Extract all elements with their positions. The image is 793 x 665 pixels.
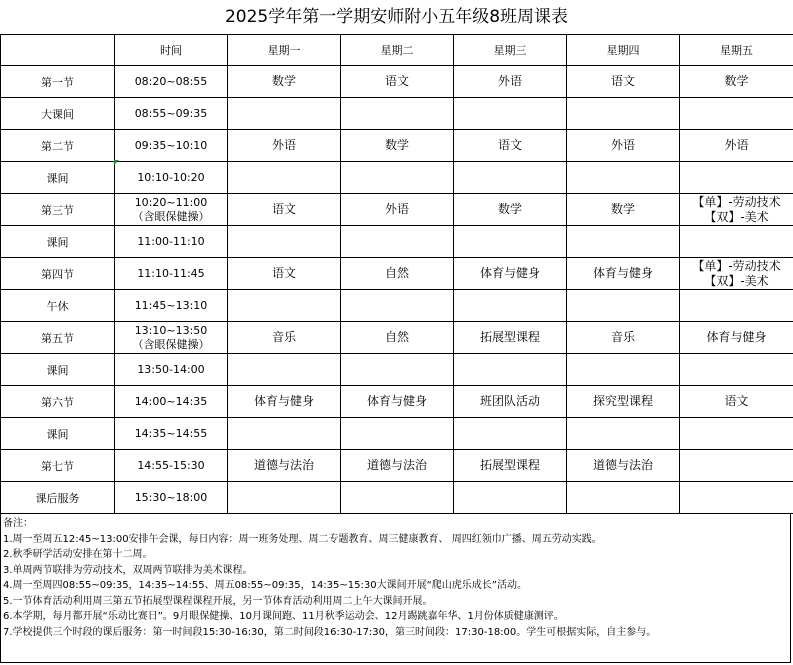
subject-cell[interactable]: [567, 290, 680, 322]
subject-cell[interactable]: 体育与健身: [228, 386, 341, 418]
subject-cell[interactable]: [341, 418, 454, 450]
day-header: 星期四: [567, 35, 680, 66]
period-time: [115, 98, 228, 130]
period-row: [1, 258, 793, 290]
subject-cell[interactable]: 【单】-劳动技术 【双】-美术: [680, 194, 793, 226]
subject-cell[interactable]: 外语: [228, 130, 341, 162]
day-header: 星期一: [228, 35, 341, 66]
subject-cell[interactable]: 道德与法治: [228, 450, 341, 482]
period-row: [1, 226, 793, 258]
subject-cell[interactable]: [341, 354, 454, 386]
note-item: 1.周一至周五12:45~13:00安排午会课，每日内容：周一班务处理、周二专题教育、周三健康教育、 周四红领巾广播、周五劳动实践。: [3, 533, 602, 545]
subject-cell[interactable]: [567, 354, 680, 386]
subject-cell[interactable]: 体育与健身: [567, 258, 680, 290]
subject-cell[interactable]: [454, 226, 567, 258]
day-header: 星期三: [454, 35, 567, 66]
subject-cell[interactable]: 数学: [680, 66, 793, 98]
period-label: 午休: [1, 290, 115, 322]
period-time-range: 14:55-15:30: [137, 458, 205, 472]
subject-cell[interactable]: [567, 418, 680, 450]
period-label: 课间: [1, 418, 115, 450]
subject-cell[interactable]: [228, 482, 341, 514]
period-row: [1, 98, 793, 130]
period-time: [115, 258, 228, 290]
period-row: [1, 66, 793, 98]
timetable-grid: [0, 34, 793, 514]
subject-cell[interactable]: [680, 482, 793, 514]
period-row: [1, 386, 793, 418]
period-label: 课间: [1, 162, 115, 194]
period-row: [1, 418, 793, 450]
period-row: [1, 290, 793, 322]
period-time: [115, 418, 228, 450]
period-time: [115, 482, 228, 514]
period-time-note: （含眼保健操）: [132, 209, 210, 223]
period-time: [115, 290, 228, 322]
subject-cell[interactable]: [680, 450, 793, 482]
subject-cell[interactable]: 班团队活动: [454, 386, 567, 418]
period-time-range: 08:55~09:35: [134, 106, 208, 120]
period-label: 大课间: [1, 98, 115, 130]
subject-cell[interactable]: 探究型课程: [567, 386, 680, 418]
subject-cell[interactable]: [680, 226, 793, 258]
period-row: [1, 322, 793, 354]
period-label: 课间: [1, 354, 115, 386]
period-time-range: 10:20~11:00: [134, 195, 208, 209]
period-label: 课后服务: [1, 482, 115, 514]
subject-cell[interactable]: [228, 98, 341, 130]
subject-cell[interactable]: 语文: [680, 386, 793, 418]
subject-cell[interactable]: 道德与法治: [567, 450, 680, 482]
subject-cell[interactable]: [341, 162, 454, 194]
subject-cell[interactable]: [341, 98, 454, 130]
cell-comment-marker: [114, 160, 119, 165]
notes-section: [0, 514, 791, 663]
subject-cell[interactable]: [680, 98, 793, 130]
period-time-range: 13:50-14:00: [137, 362, 205, 376]
period-row: [1, 162, 793, 194]
notes-heading: 备注：: [3, 518, 33, 529]
subject-cell[interactable]: [567, 482, 680, 514]
subject-cell[interactable]: [454, 162, 567, 194]
period-time-range: 14:35~14:55: [134, 426, 208, 440]
period-label: 第二节: [1, 130, 115, 162]
period-time: [115, 130, 228, 162]
period-time: [115, 194, 228, 226]
period-row: [1, 450, 793, 482]
day-header: 星期二: [341, 35, 454, 66]
subject-cell[interactable]: [341, 482, 454, 514]
subject-cell[interactable]: [454, 290, 567, 322]
period-time-range: 15:30~18:00: [134, 490, 208, 504]
subject-cell[interactable]: 音乐: [567, 322, 680, 354]
period-time: [115, 66, 228, 98]
period-row: [1, 354, 793, 386]
note-item: 6.本学期，每月都开展“乐动比赛日”。9月眼保健操、10月课间跑、11月秋季运动会、12月踢跳嘉年华、1月份体质健康测评。: [3, 611, 564, 622]
subject-cell[interactable]: 数学: [228, 66, 341, 98]
subject-cell[interactable]: 语文: [228, 194, 341, 226]
period-time-range: 09:35~10:10: [134, 138, 208, 152]
period-label: 第一节: [1, 66, 115, 98]
subject-cell[interactable]: 体育与健身: [680, 322, 793, 354]
period-time: [115, 386, 228, 418]
header-row: [1, 35, 793, 66]
subject-cell[interactable]: [454, 418, 567, 450]
subject-cell[interactable]: 道德与法治: [341, 450, 454, 482]
day-header: 星期五: [680, 35, 793, 66]
subject-cell[interactable]: 语文: [228, 258, 341, 290]
subject-cell[interactable]: [567, 226, 680, 258]
period-label: 第三节: [1, 194, 115, 226]
subject-cell[interactable]: 自然: [341, 322, 454, 354]
period-time-range: 08:20~08:55: [134, 74, 208, 88]
subject-cell[interactable]: [680, 290, 793, 322]
corner-cell: [1, 35, 115, 66]
note-item: 3.单周两节联排为劳动技术，双周两节联排为美术课程。: [3, 564, 253, 576]
subject-cell[interactable]: 体育与健身: [454, 258, 567, 290]
subject-cell[interactable]: [680, 354, 793, 386]
period-time: [115, 226, 228, 258]
period-label: 第六节: [1, 386, 115, 418]
subject-cell[interactable]: [341, 290, 454, 322]
period-row: [1, 130, 793, 162]
subject-cell[interactable]: [228, 290, 341, 322]
subject-cell[interactable]: 外语: [680, 130, 793, 162]
subject-cell[interactable]: 数学: [341, 130, 454, 162]
subject-cell[interactable]: 语文: [341, 66, 454, 98]
subject-cell[interactable]: 拓展型课程: [454, 322, 567, 354]
subject-cell[interactable]: 语文: [454, 130, 567, 162]
subject-cell[interactable]: 音乐: [228, 322, 341, 354]
subject-cell[interactable]: 【单】-劳动技术 【双】-美术: [680, 258, 793, 290]
subject-cell[interactable]: [341, 226, 454, 258]
period-time-note: （含眼保健操）: [132, 337, 210, 351]
subject-cell[interactable]: [228, 354, 341, 386]
note-item: 4.周一至周四08:55~09:35，14:35~14:55、周五08:55~09:35，14:35~15:30大课间开展“爬山虎乐成长”活动。: [3, 580, 527, 591]
subject-cell[interactable]: [454, 98, 567, 130]
subject-cell[interactable]: 外语: [567, 130, 680, 162]
subject-cell[interactable]: [228, 418, 341, 450]
period-label: 第四节: [1, 258, 115, 290]
period-row: [1, 194, 793, 226]
period-time-range: 14:00~14:35: [134, 394, 208, 408]
subject-cell[interactable]: [454, 482, 567, 514]
period-time-range: 11:45~13:10: [134, 298, 208, 312]
time-header: 时间: [115, 35, 228, 66]
subject-cell[interactable]: 外语: [454, 66, 567, 98]
subject-cell[interactable]: 体育与健身: [341, 386, 454, 418]
subject-cell[interactable]: [567, 98, 680, 130]
period-time-range: 13:10~13:50: [134, 323, 208, 337]
period-time-range: 10:10-10:20: [137, 170, 205, 184]
period-label: 课间: [1, 226, 115, 258]
period-time-range: 11:10-11:45: [137, 266, 205, 280]
period-time: [115, 450, 228, 482]
note-item: 2.秋季研学活动安排在第十二周。: [3, 549, 153, 560]
subject-cell[interactable]: 数学: [567, 194, 680, 226]
subject-cell[interactable]: [228, 162, 341, 194]
subject-cell[interactable]: [454, 354, 567, 386]
period-label: 第七节: [1, 450, 115, 482]
page-title: 2025学年第一学期安师附小五年级8班周课表: [224, 7, 569, 27]
period-label: 第五节: [1, 322, 115, 354]
period-time: [115, 162, 228, 194]
note-item: 7.学校提供三个时段的课后服务：第一时间段15:30-16:30，第二时间段16:30-17:30，第三时间段：17:30-18:00。学生可根据实际，自主参与。: [3, 626, 657, 638]
subject-cell[interactable]: [680, 418, 793, 450]
subject-cell[interactable]: 拓展型课程: [454, 450, 567, 482]
subject-cell[interactable]: [567, 162, 680, 194]
period-time: [115, 354, 228, 386]
subject-cell[interactable]: 外语: [341, 194, 454, 226]
period-row: [1, 482, 793, 514]
period-time: [115, 322, 228, 354]
subject-cell[interactable]: [228, 226, 341, 258]
period-time-range: 11:00-11:10: [137, 234, 205, 248]
subject-cell[interactable]: 语文: [567, 66, 680, 98]
subject-cell[interactable]: 自然: [341, 258, 454, 290]
subject-cell[interactable]: [680, 162, 793, 194]
note-item: 5.一节体育活动利用周三第五节拓展型课程课程开展，另一节体育活动利用周二上午大课间开展。: [3, 595, 433, 607]
subject-cell[interactable]: 数学: [454, 194, 567, 226]
